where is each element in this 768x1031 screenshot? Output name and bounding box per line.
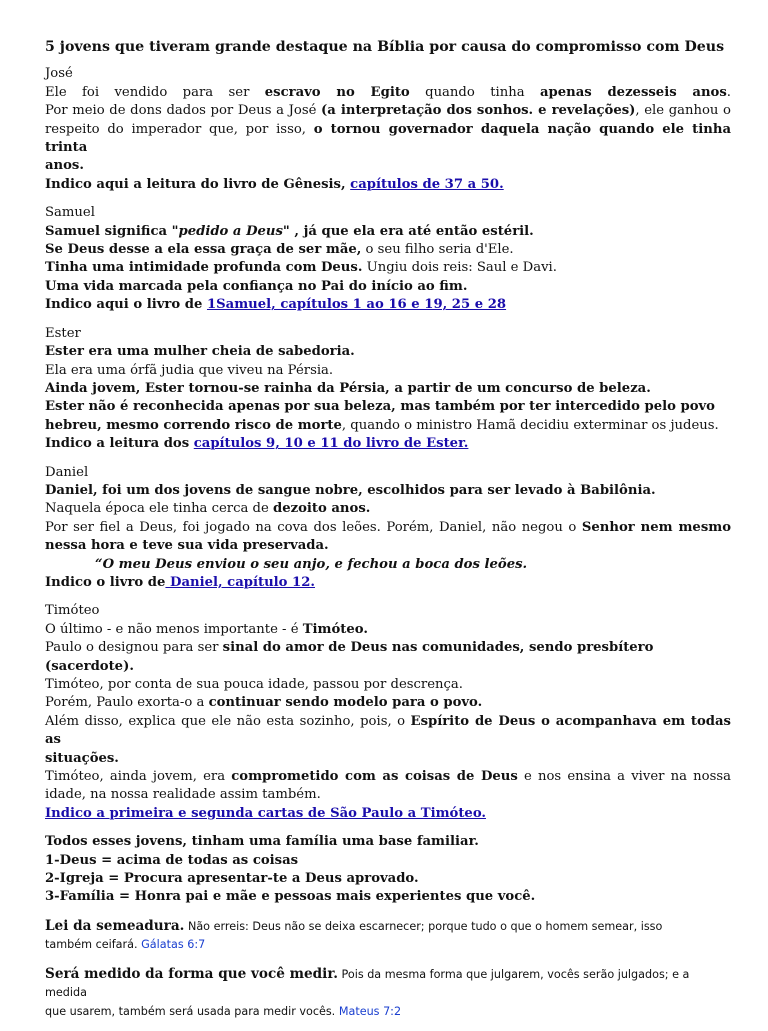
text: Porém, Paulo exorta-o a bbox=[45, 695, 209, 711]
section-timoteo bbox=[45, 602, 731, 823]
section-heading: Ester bbox=[45, 325, 81, 341]
text: também ceifará. bbox=[45, 938, 142, 952]
section-medida bbox=[45, 965, 731, 1021]
text: , quando o ministro Hamã decidiu exterminar os judeus. bbox=[341, 417, 719, 433]
text-bold: comprometido com as coisas de Deus bbox=[231, 769, 518, 785]
daniel-link[interactable]: Daniel, capítulo 12. bbox=[165, 574, 315, 590]
reading-indication bbox=[45, 176, 731, 194]
document-page bbox=[45, 38, 731, 1031]
text: quando tinha bbox=[409, 84, 540, 100]
text-bold: sinal do amor de Deus nas comunidades, sendo presbítero (sacerdote). bbox=[45, 640, 654, 674]
text-italic: pedido a Deus bbox=[178, 223, 283, 239]
text: que usarem, também será usada para medir vocês. bbox=[45, 1004, 339, 1018]
text-bold: continuar sendo modelo para o povo. bbox=[208, 695, 483, 711]
text: . bbox=[726, 84, 731, 100]
paragraph-line: Daniel, foi um dos jovens de sangue nobre, escolhidos para ser levado à Babilônia. bbox=[45, 482, 656, 498]
text: Timóteo, ainda jovem, era bbox=[45, 769, 232, 785]
text: Naquela época ele tinha cerca de bbox=[45, 501, 273, 517]
text: o seu filho seria d'Ele. bbox=[361, 242, 514, 258]
paragraph-line bbox=[45, 639, 731, 676]
text: Samuel significa " bbox=[45, 223, 179, 239]
summary-item: 2-Igreja = Procura apresentar-te a Deus aprovado. bbox=[45, 871, 419, 887]
text: Ungiu dois reis: Saul e Davi. bbox=[362, 260, 557, 276]
text: Paulo o designou para ser bbox=[45, 640, 223, 656]
section-ester bbox=[45, 325, 731, 454]
mateus-link[interactable]: Mateus 7:2 bbox=[338, 1004, 402, 1018]
paragraph-line bbox=[45, 223, 731, 241]
section-summary bbox=[45, 833, 731, 907]
text: Não erreis: Deus não se deixa escarnecer; porque tudo o que o homem semear, isso bbox=[184, 919, 663, 933]
timoteo-link[interactable]: Indico a primeira e segunda cartas de São Paulo a Timóteo. bbox=[45, 805, 486, 821]
reading-indication bbox=[45, 435, 731, 453]
section-heading: Será medido da forma que você medir. bbox=[45, 965, 338, 982]
summary-item: 3-Família = Honra pai e mãe e pessoas mais experientes que você. bbox=[45, 889, 536, 905]
paragraph-line: Ela era uma órfã judia que viveu na Pérsia. bbox=[45, 362, 334, 378]
bible-quote: “O meu Deus enviou o seu anjo, e fechou a boca dos leões. bbox=[95, 556, 528, 572]
section-jose bbox=[45, 65, 731, 194]
paragraph-line: idade, na nossa realidade assim também. bbox=[45, 787, 321, 803]
text-bold: Senhor nem mesmo bbox=[581, 519, 731, 535]
text: Indico aqui o livro de bbox=[45, 297, 207, 313]
paragraph-line bbox=[45, 713, 731, 750]
ester-link[interactable]: capítulos 9, 10 e 11 do livro de Ester. bbox=[193, 436, 469, 452]
paragraph-line bbox=[45, 259, 731, 277]
paragraph-line bbox=[45, 500, 731, 518]
summary-item: 1-Deus = acima de todas as coisas bbox=[45, 852, 299, 868]
text: Por ser fiel a Deus, foi jogado na cova dos leões. Porém, Daniel, não negou o bbox=[45, 519, 582, 535]
paragraph-line: Ainda jovem, Ester tornou-se rainha da Pérsia, a partir de um concurso de beleza. bbox=[45, 380, 651, 396]
paragraph-line: Timóteo, por conta de sua pouca idade, passou por descrença. bbox=[45, 677, 463, 692]
text: respeito do imperador que, por isso, bbox=[45, 121, 314, 137]
text: Indico aqui a leitura do livro de Gênesis, bbox=[45, 176, 351, 192]
paragraph-line bbox=[45, 417, 731, 435]
samuel-link[interactable]: 1Samuel, capítulos 1 ao 16 e 19, 25 e 28 bbox=[206, 297, 507, 313]
text-bold: Espírito de Deus o acompanhava em todas as bbox=[45, 713, 731, 748]
paragraph-line bbox=[45, 121, 731, 158]
text: Indico o livro de bbox=[45, 574, 166, 590]
section-samuel bbox=[45, 204, 731, 314]
text-bold: dezoito anos. bbox=[273, 501, 371, 517]
text: , ele ganhou o bbox=[635, 103, 731, 119]
page-title: 5 jovens que tiveram grande destaque na Bíblia por causa do compromisso com Deus bbox=[45, 39, 725, 55]
paragraph-line: Ester era uma mulher cheia de sabedoria. bbox=[45, 344, 355, 360]
paragraph-line: situações. bbox=[45, 750, 119, 766]
reading-indication bbox=[45, 805, 731, 823]
text-bold: Tinha uma intimidade profunda com Deus. bbox=[45, 260, 363, 276]
section-heading: Lei da semeadura. bbox=[45, 917, 185, 934]
reading-indication bbox=[45, 296, 731, 314]
paragraph-line bbox=[45, 519, 731, 537]
text-bold: o tornou governador daquela nação quando ele tinha trinta bbox=[45, 121, 731, 156]
section-heading: José bbox=[45, 66, 73, 82]
text-bold: apenas dezesseis anos bbox=[539, 84, 727, 100]
text-bold: hebreu, mesmo correndo risco de morte bbox=[45, 417, 342, 433]
reading-indication bbox=[45, 574, 731, 592]
paragraph-line bbox=[45, 1003, 731, 1021]
paragraph-line bbox=[45, 694, 731, 712]
section-heading: Daniel bbox=[45, 464, 89, 480]
summary-line: Todos esses jovens, tinham uma família uma base familiar. bbox=[45, 834, 479, 850]
section-daniel bbox=[45, 464, 731, 593]
text-bold: Timóteo. bbox=[302, 621, 368, 637]
paragraph-line bbox=[45, 936, 731, 954]
paragraph-line bbox=[45, 768, 731, 786]
paragraph-line bbox=[45, 965, 731, 1003]
paragraph-line: Ester não é reconhecida apenas por sua beleza, mas também por ter intercedido pelo povo bbox=[45, 399, 715, 415]
text-bold: Se Deus desse a ela essa graça de ser mãe, bbox=[45, 242, 362, 258]
paragraph-line bbox=[45, 917, 731, 936]
text: Pois da mesma forma que julgarem, vocês serão julgados; e a medida bbox=[45, 967, 690, 1000]
paragraph-line: anos. bbox=[45, 158, 84, 174]
section-heading: Samuel bbox=[45, 205, 95, 221]
paragraph-line bbox=[45, 84, 731, 102]
section-heading: Timóteo bbox=[45, 603, 100, 619]
text: Por meio de dons dados por Deus a José bbox=[45, 103, 322, 119]
text-bold: (a interpretação dos sonhos. e revelações) bbox=[321, 103, 636, 119]
paragraph-line: Uma vida marcada pela confiança no Pai do início ao fim. bbox=[45, 278, 468, 294]
genesis-link[interactable]: capítulos de 37 a 50. bbox=[350, 176, 504, 192]
text: Indico a leitura dos bbox=[45, 436, 194, 452]
text-bold: escravo no Egito bbox=[264, 84, 410, 100]
galatas-link[interactable]: Gálatas 6:7 bbox=[141, 938, 206, 952]
text: " , já que ela era até então estéril. bbox=[282, 223, 534, 239]
paragraph-line bbox=[45, 241, 731, 259]
text: O último - e não menos importante - é bbox=[45, 621, 303, 637]
text: e nos ensina a viver na nossa bbox=[517, 769, 731, 785]
paragraph-line: nessa hora e teve sua vida preservada. bbox=[45, 538, 329, 554]
paragraph-line bbox=[45, 621, 731, 639]
text: Ele foi vendido para ser bbox=[45, 84, 265, 100]
paragraph-line bbox=[45, 102, 731, 120]
section-lei-semeadura bbox=[45, 917, 731, 955]
text: Além disso, explica que ele não esta sozinho, pois, o bbox=[45, 713, 411, 729]
